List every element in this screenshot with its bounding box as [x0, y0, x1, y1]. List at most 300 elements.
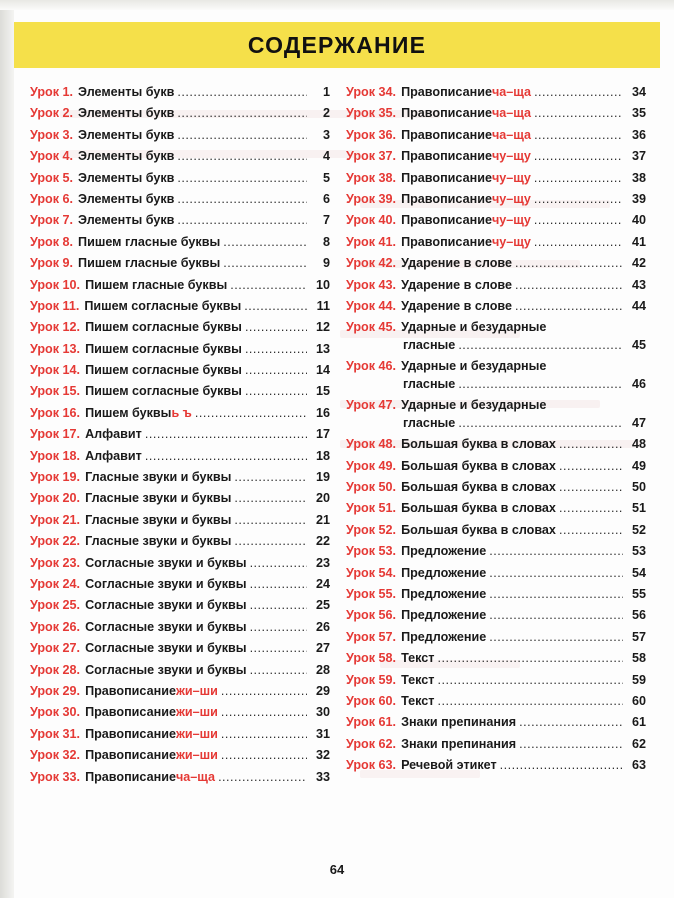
toc-entry-lesson: Урок 12. — [30, 320, 81, 335]
toc-entry[interactable] — [30, 255, 330, 271]
toc-entry-lesson: Урок 44. — [346, 298, 397, 313]
toc-entry-page-number: 13 — [315, 341, 330, 356]
toc-entry-title: Элементы букв — [78, 191, 175, 206]
toc-entry-title-highlight: чу–щу — [491, 213, 531, 228]
toc-entry[interactable] — [346, 458, 646, 474]
toc-entry-title: Согласные звуки и буквы — [85, 662, 247, 677]
toc-entry-page-number: 18 — [315, 448, 330, 463]
toc-entry[interactable] — [346, 714, 646, 730]
toc-entry[interactable] — [30, 597, 330, 613]
toc-entry[interactable] — [346, 84, 646, 100]
toc-entry-lesson: Урок 63. — [346, 758, 397, 773]
toc-entry-title-highlight: чу–щу — [491, 170, 531, 185]
toc-entry[interactable] — [30, 448, 330, 464]
toc-entry-lesson: Урок 19. — [30, 470, 81, 485]
toc-columns — [30, 84, 646, 790]
toc-entry-lesson: Урок 46. — [346, 359, 397, 374]
toc-entry[interactable] — [30, 490, 330, 506]
toc-entry-lesson: Урок 25. — [30, 598, 81, 613]
toc-entry-page-number: 24 — [315, 576, 330, 591]
page-title: СОДЕРЖАНИЕ — [247, 32, 427, 58]
toc-entry-page-number: 33 — [315, 769, 330, 784]
toc-entry[interactable] — [346, 105, 646, 121]
toc-entry-lesson: Урок 42. — [346, 256, 397, 271]
toc-entry[interactable] — [346, 543, 646, 559]
toc-entry-page-number: 38 — [631, 170, 646, 185]
toc-column-right — [346, 84, 646, 790]
toc-entry-title: Правописание — [85, 748, 176, 763]
toc-entry[interactable] — [346, 500, 646, 516]
toc-entry-lesson: Урок 30. — [30, 705, 81, 720]
toc-entry[interactable] — [30, 576, 330, 592]
toc-entry-page-number: 48 — [631, 437, 646, 452]
toc-entry-lesson: Урок 35. — [346, 106, 397, 121]
toc-entry-title-highlight: ча–ща — [175, 769, 216, 784]
toc-entry-title: Большая буква в словах — [401, 522, 556, 537]
toc-entry[interactable] — [30, 84, 330, 100]
toc-entry-title: Согласные звуки и буквы — [85, 576, 247, 591]
toc-entry-title: Правописание — [85, 705, 176, 720]
toc-entry-lesson: Урок 31. — [30, 726, 81, 741]
toc-entry-title: Алфавит — [85, 448, 142, 463]
toc-entry[interactable] — [346, 565, 646, 581]
toc-entry-title: Текст — [401, 693, 435, 708]
toc-entry-title: Согласные звуки и буквы — [85, 641, 247, 656]
toc-entry[interactable] — [30, 105, 330, 121]
toc-entry[interactable] — [30, 405, 330, 421]
toc-entry-title-highlight: жи–ши — [175, 705, 218, 720]
toc-entry-lesson: Урок 41. — [346, 234, 397, 249]
toc-leader-dots — [234, 490, 307, 506]
toc-leader-dots — [489, 543, 623, 559]
toc-entry-page-number: 29 — [315, 683, 330, 698]
toc-leader-dots — [534, 105, 623, 121]
toc-entry-page-number: 37 — [631, 149, 646, 164]
toc-entry-title: Пишем согласные буквы — [84, 298, 242, 313]
toc-entry[interactable] — [30, 619, 330, 635]
toc-leader-dots — [534, 234, 623, 250]
toc-entry-lesson: Урок 50. — [346, 480, 397, 495]
toc-leader-dots — [534, 84, 623, 100]
toc-entry[interactable] — [346, 234, 646, 250]
toc-entry-page-number: 47 — [631, 416, 646, 431]
toc-leader-dots — [534, 212, 623, 228]
toc-entry-lesson: Урок 21. — [30, 512, 81, 527]
toc-entry[interactable] — [30, 769, 330, 785]
toc-entry[interactable] — [30, 512, 330, 528]
toc-entry[interactable] — [346, 693, 646, 709]
toc-entry[interactable] — [346, 127, 646, 143]
toc-entry[interactable] — [30, 319, 330, 335]
toc-entry-page-number: 14 — [315, 363, 330, 378]
toc-leader-dots — [218, 769, 307, 785]
toc-entry-lesson: Урок 56. — [346, 608, 397, 623]
toc-entry-page-number: 27 — [315, 641, 330, 656]
toc-leader-dots — [250, 555, 307, 571]
toc-entry[interactable] — [30, 640, 330, 656]
toc-entry-title: Пишем гласные буквы — [85, 277, 228, 292]
toc-entry[interactable] — [346, 255, 646, 271]
toc-leader-dots — [177, 105, 307, 121]
toc-entry-page-number: 42 — [631, 256, 646, 271]
toc-entry-title: Пишем согласные буквы — [85, 363, 242, 378]
toc-entry[interactable] — [30, 127, 330, 143]
toc-entry[interactable] — [30, 277, 330, 293]
toc-entry-page-number: 7 — [322, 213, 330, 228]
toc-entry[interactable] — [346, 650, 646, 666]
toc-entry-lesson: Урок 10. — [30, 277, 81, 292]
toc-entry-title: Элементы букв — [78, 213, 175, 228]
toc-entry-lesson: Урок 9. — [30, 256, 74, 271]
toc-entry[interactable] — [30, 683, 330, 699]
toc-entry-lesson: Урок 51. — [346, 501, 397, 516]
toc-entry-title: Гласные звуки и буквы — [85, 534, 232, 549]
toc-entry[interactable] — [30, 426, 330, 442]
toc-entry-page-number: 23 — [315, 555, 330, 570]
toc-entry-lesson: Урок 55. — [346, 587, 397, 602]
toc-entry-title: Элементы букв — [78, 149, 175, 164]
toc-entry-lesson: Урок 18. — [30, 448, 81, 463]
toc-entry[interactable] — [346, 319, 646, 353]
toc-entry[interactable] — [30, 726, 330, 742]
toc-entry-title: Предложение — [401, 565, 487, 580]
toc-entry-title: Согласные звуки и буквы — [85, 619, 247, 634]
toc-entry-page-number: 10 — [315, 277, 330, 292]
toc-entry-page-number: 62 — [631, 736, 646, 751]
page-left-edge — [0, 0, 14, 898]
toc-entry-page-number: 31 — [315, 726, 330, 741]
toc-entry-title: Правописание — [401, 191, 492, 206]
toc-entry-title: Предложение — [401, 544, 487, 559]
toc-entry-title-highlight: жи–ши — [175, 683, 218, 698]
toc-entry-title: Большая буква в словах — [401, 437, 556, 452]
toc-entry-title: Элементы букв — [78, 170, 175, 185]
toc-entry-title: Правописание — [401, 106, 492, 121]
toc-leader-dots — [559, 522, 623, 538]
toc-entry-title-highlight: ча–ща — [491, 106, 532, 121]
toc-entry-page-number: 3 — [322, 127, 330, 142]
toc-entry-title: Ударение в слове — [401, 298, 513, 313]
toc-entry[interactable] — [30, 469, 330, 485]
toc-entry-title: Пишем гласные буквы — [78, 256, 221, 271]
toc-entry-title-highlight: чу–щу — [491, 234, 531, 249]
toc-entry-lesson: Урок 53. — [346, 544, 397, 559]
toc-leader-dots — [515, 255, 623, 271]
toc-leader-dots — [145, 426, 307, 442]
toc-entry-page-number: 51 — [631, 501, 646, 516]
toc-entry-page-number: 44 — [631, 298, 646, 313]
toc-entry-title: Предложение — [401, 587, 487, 602]
toc-entry[interactable] — [30, 212, 330, 228]
toc-entry-title: Гласные звуки и буквы — [85, 512, 232, 527]
toc-entry-page-number: 11 — [316, 298, 330, 313]
toc-entry[interactable] — [30, 383, 330, 399]
toc-leader-dots — [519, 714, 623, 730]
toc-entry-lesson: Урок 24. — [30, 576, 81, 591]
toc-leader-dots — [489, 586, 623, 602]
toc-leader-dots — [250, 662, 307, 678]
toc-entry-title: Знаки препинания — [401, 715, 517, 730]
toc-entry-page-number: 45 — [631, 338, 646, 353]
toc-entry-title: Пишем буквы — [85, 405, 172, 420]
toc-entry-title-highlight: жи–ши — [175, 748, 218, 763]
toc-entry-lesson: Урок 59. — [346, 672, 397, 687]
toc-entry-lesson: Урок 62. — [346, 736, 397, 751]
toc-entry[interactable] — [30, 704, 330, 720]
toc-entry-line-1 — [346, 358, 646, 374]
toc-leader-dots — [250, 619, 307, 635]
toc-entry-line-2 — [346, 415, 646, 431]
toc-entry-page-number: 30 — [315, 705, 330, 720]
toc-leader-dots — [489, 565, 623, 581]
toc-entry[interactable] — [346, 479, 646, 495]
toc-entry-lesson: Урок 20. — [30, 491, 81, 506]
toc-entry-title: Правописание — [401, 85, 492, 99]
toc-leader-dots — [234, 512, 307, 528]
toc-entry-title: Согласные звуки и буквы — [85, 555, 247, 570]
toc-leader-dots — [245, 383, 307, 399]
toc-entry-page-number: 1 — [322, 85, 330, 99]
toc-entry[interactable] — [30, 341, 330, 357]
toc-entry-title: гласные — [403, 377, 456, 392]
toc-entry-lesson: Урок 38. — [346, 170, 397, 185]
toc-entry-lesson: Урок 15. — [30, 384, 81, 399]
toc-leader-dots — [489, 607, 623, 623]
toc-entry[interactable] — [30, 148, 330, 164]
toc-leader-dots — [230, 277, 307, 293]
toc-entry-title: Правописание — [401, 213, 492, 228]
toc-entry-lesson: Урок 22. — [30, 534, 81, 549]
toc-entry-title: Гласные звуки и буквы — [85, 470, 232, 485]
toc-entry-page-number: 5 — [322, 170, 330, 185]
toc-leader-dots — [234, 533, 307, 549]
toc-leader-dots — [437, 672, 623, 688]
toc-entry-title: Текст — [401, 672, 435, 687]
toc-entry-lesson: Урок 48. — [346, 437, 397, 452]
toc-entry-title: Ударные и безударные — [401, 359, 547, 374]
toc-entry-title: Согласные звуки и буквы — [85, 598, 247, 613]
toc-entry-page-number: 39 — [631, 191, 646, 206]
toc-entry-page-number: 53 — [631, 544, 646, 559]
toc-entry[interactable] — [30, 555, 330, 571]
toc-entry-title: Ударение в слове — [401, 256, 513, 271]
toc-entry[interactable] — [30, 298, 330, 314]
toc-entry[interactable] — [346, 148, 646, 164]
toc-entry-title: Текст — [401, 651, 435, 666]
toc-leader-dots — [223, 234, 307, 250]
toc-entry-page-number: 20 — [315, 491, 330, 506]
toc-leader-dots — [559, 500, 623, 516]
toc-leader-dots — [519, 736, 623, 752]
toc-entry-lesson: Урок 40. — [346, 213, 397, 228]
toc-entry[interactable] — [30, 362, 330, 378]
toc-entry-page-number: 55 — [631, 587, 646, 602]
toc-entry-title-highlight: чу–щу — [491, 191, 531, 206]
toc-entry[interactable] — [346, 607, 646, 623]
toc-entry-title: Алфавит — [85, 427, 142, 442]
toc-entry-lesson: Урок 45. — [346, 320, 397, 335]
toc-entry-lesson: Урок 52. — [346, 522, 397, 537]
toc-leader-dots — [195, 405, 307, 421]
toc-entry[interactable] — [346, 397, 646, 431]
toc-entry-lesson: Урок 14. — [30, 363, 81, 378]
toc-entry-page-number: 59 — [631, 672, 646, 687]
toc-entry-title-highlight: ча–ща — [491, 85, 532, 99]
toc-entry-lesson: Урок 13. — [30, 341, 81, 356]
toc-entry[interactable] — [30, 191, 330, 207]
toc-leader-dots — [245, 341, 307, 357]
toc-entry-page-number: 28 — [315, 662, 330, 677]
toc-leader-dots — [559, 479, 623, 495]
toc-entry-lesson: Урок 39. — [346, 191, 397, 206]
toc-entry-lesson: Урок 23. — [30, 555, 81, 570]
toc-entry[interactable] — [346, 436, 646, 452]
toc-entry-lesson: Урок 1. — [30, 85, 74, 99]
toc-entry[interactable] — [346, 298, 646, 314]
toc-entry-page-number: 22 — [315, 534, 330, 549]
toc-entry-title: Предложение — [401, 629, 487, 644]
toc-entry-title-highlight: ь ъ — [171, 405, 192, 420]
toc-entry-title-highlight: ча–ща — [491, 127, 532, 142]
toc-leader-dots — [244, 298, 307, 314]
toc-entry-lesson: Урок 16. — [30, 405, 81, 420]
toc-leader-dots — [177, 212, 307, 228]
toc-entry-page-number: 9 — [322, 256, 330, 271]
toc-leader-dots — [437, 650, 623, 666]
toc-entry-page-number: 19 — [315, 470, 330, 485]
toc-entry-lesson: Урок 28. — [30, 662, 81, 677]
toc-entry[interactable] — [346, 629, 646, 645]
toc-leader-dots — [221, 683, 307, 699]
toc-entry-title: Большая буква в словах — [401, 501, 556, 516]
toc-leader-dots — [234, 469, 307, 485]
toc-entry-page-number: 43 — [631, 277, 646, 292]
toc-leader-dots — [458, 376, 623, 392]
toc-leader-dots — [437, 693, 623, 709]
toc-entry-lesson: Урок 37. — [346, 149, 397, 164]
toc-entry-page-number: 4 — [322, 149, 330, 164]
toc-entry-lesson: Урок 6. — [30, 191, 74, 206]
toc-entry-title: Пишем согласные буквы — [85, 320, 242, 335]
toc-entry-page-number: 16 — [315, 405, 330, 420]
toc-entry-title: гласные — [403, 338, 456, 353]
toc-entry-page-number: 34 — [631, 85, 646, 99]
toc-entry-title-highlight: чу–щу — [491, 149, 531, 164]
toc-column-left — [30, 84, 330, 790]
toc-leader-dots — [245, 319, 307, 335]
toc-entry-page-number: 6 — [322, 191, 330, 206]
toc-leader-dots — [500, 757, 623, 773]
toc-entry[interactable] — [346, 191, 646, 207]
toc-entry-title: Элементы букв — [78, 106, 175, 121]
toc-entry-page-number: 36 — [631, 127, 646, 142]
toc-entry-title: Правописание — [401, 149, 492, 164]
toc-entry[interactable] — [346, 212, 646, 228]
toc-entry-lesson: Урок 26. — [30, 619, 81, 634]
toc-entry[interactable] — [30, 533, 330, 549]
toc-leader-dots — [515, 277, 623, 293]
toc-leader-dots — [223, 255, 307, 271]
toc-entry[interactable] — [346, 358, 646, 392]
toc-entry-lesson: Урок 49. — [346, 458, 397, 473]
toc-entry-lesson: Урок 27. — [30, 641, 81, 656]
toc-leader-dots — [177, 148, 307, 164]
toc-leader-dots — [221, 726, 307, 742]
toc-entry[interactable] — [30, 747, 330, 763]
toc-entry-title: Большая буква в словах — [401, 480, 556, 495]
toc-entry-title: Большая буква в словах — [401, 458, 556, 473]
toc-entry-page-number: 26 — [315, 619, 330, 634]
toc-entry[interactable] — [30, 170, 330, 186]
toc-leader-dots — [559, 436, 623, 452]
toc-leader-dots — [245, 362, 307, 378]
toc-leader-dots — [177, 127, 307, 143]
toc-entry-lesson: Урок 8. — [30, 234, 74, 249]
toc-entry-title: Пишем гласные буквы — [78, 234, 221, 249]
toc-entry-lesson: Урок 61. — [346, 715, 397, 730]
toc-leader-dots — [177, 191, 307, 207]
toc-entry-page-number: 35 — [631, 106, 646, 121]
toc-leader-dots — [145, 448, 307, 464]
toc-entry[interactable] — [30, 234, 330, 250]
toc-entry-page-number: 52 — [631, 522, 646, 537]
toc-entry-page-number: 57 — [631, 629, 646, 644]
footer-page-number: 64 — [329, 862, 345, 877]
toc-entry-title: Правописание — [401, 234, 492, 249]
toc-entry-lesson: Урок 17. — [30, 427, 81, 442]
toc-leader-dots — [489, 629, 623, 645]
toc-leader-dots — [250, 576, 307, 592]
toc-entry-line-1 — [346, 397, 646, 413]
toc-entry-lesson: Урок 58. — [346, 651, 397, 666]
toc-entry-title: Гласные звуки и буквы — [85, 491, 232, 506]
toc-entry-lesson: Урок 29. — [30, 683, 81, 698]
toc-entry-title: Ударение в слове — [401, 277, 513, 292]
toc-entry-page-number: 63 — [631, 758, 646, 773]
toc-entry-lesson: Урок 11. — [30, 298, 80, 313]
toc-entry-title: Правописание — [85, 683, 176, 698]
toc-entry-page-number: 46 — [631, 377, 646, 392]
toc-entry-title: гласные — [403, 416, 456, 431]
toc-entry-title: Предложение — [401, 608, 487, 623]
toc-entry-title: Пишем согласные буквы — [85, 384, 242, 399]
toc-entry[interactable] — [346, 586, 646, 602]
toc-entry-title: Знаки препинания — [401, 736, 517, 751]
toc-entry-title: Правописание — [401, 127, 492, 142]
toc-entry[interactable] — [346, 736, 646, 752]
toc-leader-dots — [534, 170, 623, 186]
toc-entry-page-number: 12 — [315, 320, 330, 335]
toc-entry-page-number: 49 — [631, 458, 646, 473]
toc-entry[interactable] — [346, 672, 646, 688]
toc-entry-page-number: 50 — [631, 480, 646, 495]
toc-entry-lesson: Урок 32. — [30, 748, 81, 763]
toc-entry-line-2 — [346, 376, 646, 392]
toc-entry-page-number: 15 — [315, 384, 330, 399]
toc-leader-dots — [534, 148, 623, 164]
toc-entry[interactable] — [346, 757, 646, 773]
toc-leader-dots — [515, 298, 623, 314]
toc-leader-dots — [559, 458, 623, 474]
toc-entry[interactable] — [346, 170, 646, 186]
toc-entry-page-number: 2 — [322, 106, 330, 121]
toc-entry[interactable] — [30, 662, 330, 678]
toc-entry[interactable] — [346, 522, 646, 538]
toc-entry[interactable] — [346, 277, 646, 293]
toc-entry-title: Речевой этикет — [401, 758, 497, 773]
toc-entry-page-number: 56 — [631, 608, 646, 623]
toc-entry-lesson: Урок 43. — [346, 277, 397, 292]
